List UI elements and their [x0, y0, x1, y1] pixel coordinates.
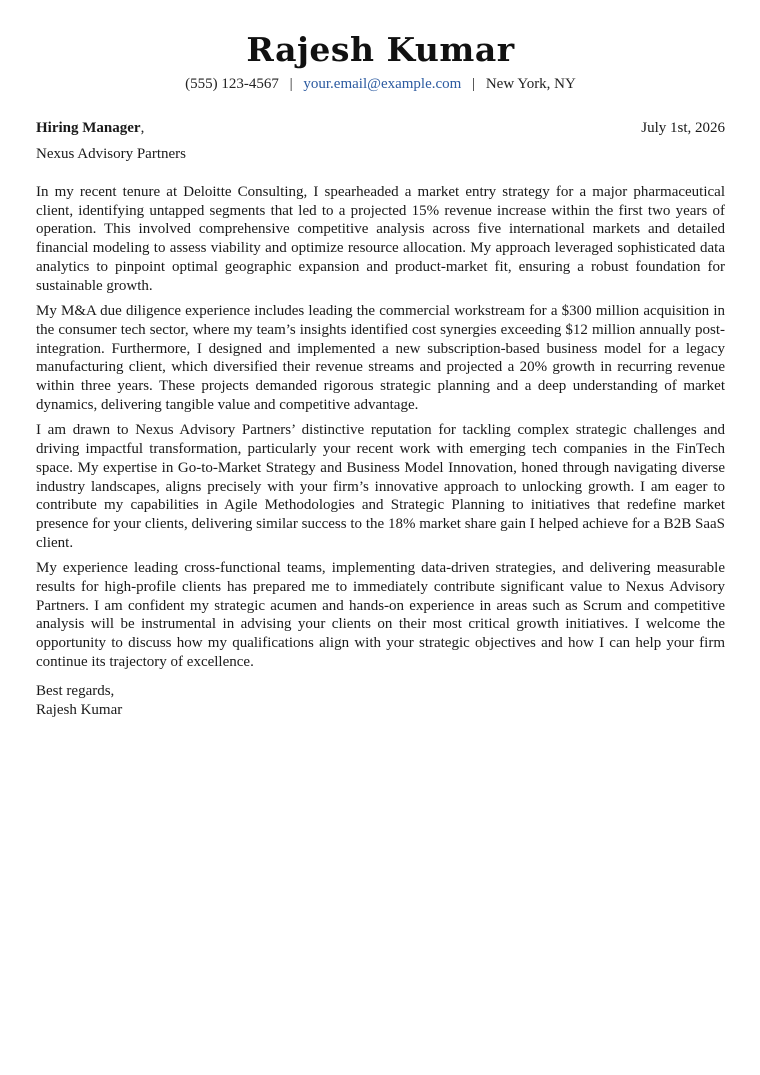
contact-separator: |	[289, 76, 293, 92]
letter-body	[36, 183, 725, 672]
contact-line	[36, 74, 725, 94]
letter-date: July 1st, 2026	[641, 120, 725, 136]
closing-salutation: Best regards,	[36, 682, 115, 699]
letter-closing	[36, 682, 725, 720]
recipient-name: Hiring Manager	[36, 120, 141, 136]
email-link[interactable]: your.email@example.com	[303, 76, 462, 92]
location: New York, NY	[485, 76, 576, 92]
body-paragraph: My experience leading cross-functional teams, implementing data-driven strategies, and delivering measurable results for high-profile clients has prepared me to immediately contribute significant value to Nexus Advisory Partners. I am confident my strategic acumen and hands-on experience in areas such as Scrum and competitive analysis will be instrumental in advising your clients on their most critical growth initiatives. I welcome the opportunity to discuss how my qualifications align with your strategic objectives and how I can help your firm continue its trajectory of excellence.	[36, 560, 725, 670]
contact-separator: |	[472, 76, 476, 92]
body-paragraph: In my recent tenure at Deloitte Consulting, I spearheaded a market entry strategy for a major pharmaceutical client, identifying untapped segments that led to a projected 15% revenue increase within the first two years of operation. This involved comprehensive competitive analysis across five international markets and detailed financial modeling to assess viability and optimize resource allocation. My approach leveraged sophisticated data analytics to pinpoint optimal geographic expansion and product-market fit, ensuring a robust foundation for sustainable growth.	[36, 184, 725, 294]
recipient-date-row	[36, 118, 725, 138]
body-paragraph: My M&A due diligence experience includes leading the commercial workstream for a $300 million acquisition in the consumer tech sector, where my team’s insights identified cost synergies exceeding $12 million annually post-integration. Furthermore, I designed and implemented a new subscription-based business model for a legacy manufacturing client, which diversified their revenue streams and projected a 20% growth in recurring revenue within three years. These projects demanded rigorous strategic planning and a deep understanding of market dynamics, delivering tangible value and competitive advantage.	[36, 303, 725, 413]
signature-name: Rajesh Kumar	[36, 701, 123, 718]
cover-letter-page	[36, 0, 725, 720]
body-paragraph: I am drawn to Nexus Advisory Partners’ distinctive reputation for tackling complex strategic challenges and driving impactful transformation, particularly your recent work with emerging tech companies in the FinTech space. My expertise in Go-to-Market Strategy and Business Model Innovation, honed through navigating diverse industry landscapes, aligns precisely with your firm’s innovative approach to unlocking growth. I am eager to contribute my capabilities in Agile Methodologies and Strategic Planning to initiatives that redefine market presence for your clients, delivering similar success to the 18% market share gain I helped achieve for a B2B SaaS client.	[36, 422, 725, 551]
recipient-company: Nexus Advisory Partners	[36, 146, 186, 162]
applicant-name: Rajesh Kumar	[246, 30, 515, 69]
phone-number: (555) 123-4567	[185, 76, 279, 92]
recipient-line	[36, 118, 144, 138]
recipient-name-suffix: ,	[140, 120, 145, 136]
